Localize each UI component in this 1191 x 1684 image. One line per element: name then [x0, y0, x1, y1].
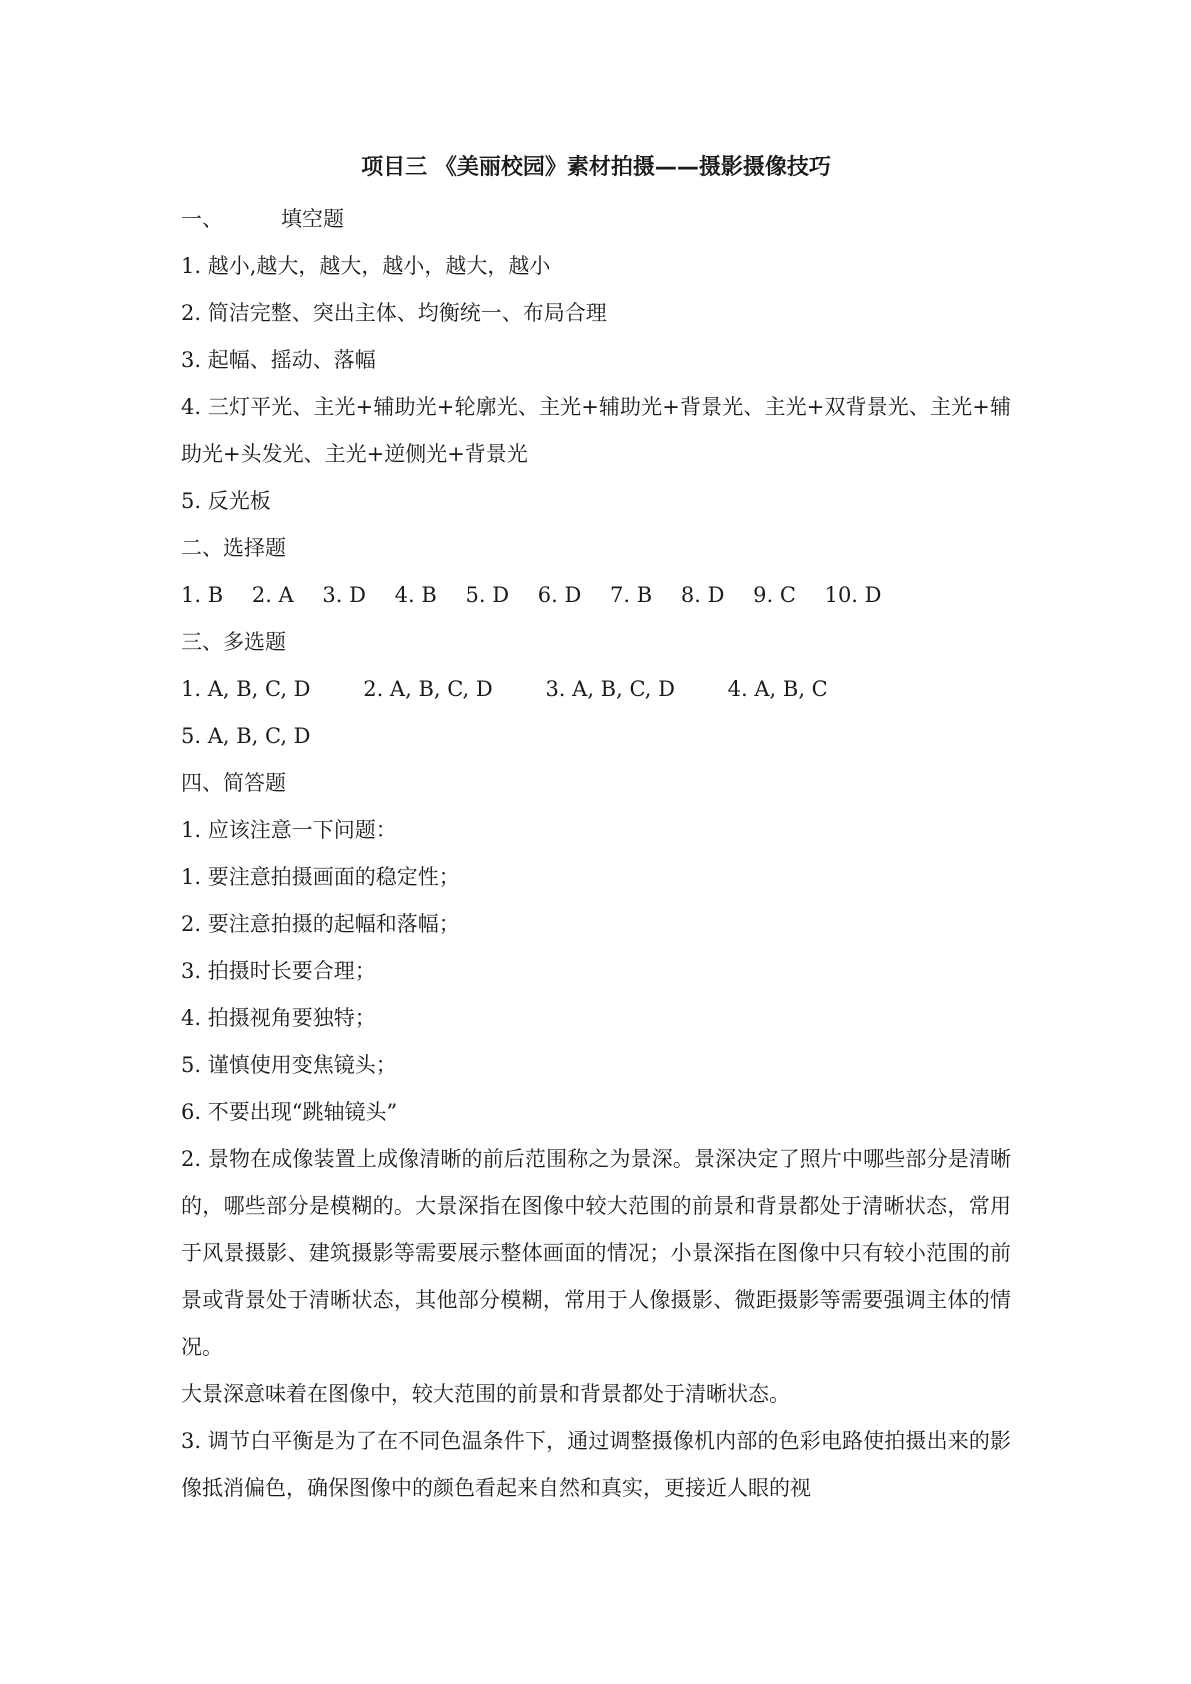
section-number: 一、 [181, 207, 223, 231]
multi-answer-5: 5. A, B, C, D [181, 724, 311, 748]
page-title: 项目三 《美丽校园》素材拍摄——摄影摄像技巧 [361, 155, 831, 180]
multi-answers-row [181, 666, 1011, 713]
choice-answers-row [181, 572, 1011, 619]
choice-answer: 9. C [753, 583, 796, 607]
fill-answer-1: 1. 越小,越大，越大，越小，越大，越小 [181, 254, 551, 278]
multi-answer: 3. A, B, C, D [545, 677, 675, 701]
section-heading-short-answer: 四、简答题 [181, 771, 286, 795]
fill-answer-3: 3. 起幅、摇动、落幅 [181, 348, 376, 372]
choice-answer: 6. D [537, 583, 582, 607]
choice-answer: 4. B [394, 583, 437, 607]
short-answer-2: 2. 景物在成像装置上成像清晰的前后范围称之为景深。景深决定了照片中哪些部分是清晰的，哪些部分是模糊的。大景深指在图像中较大范围的前景和背景都处于清晰状态，常用于风景摄影、建筑摄影等需要展示整体画面的情况；小景深指在图像中只有较小范围的前景或背景处于清晰状态，其他部分模糊，常用于人像摄影、微距摄影等需要强调主体的情况。 [181, 1147, 1011, 1359]
choice-answer: 2. A [251, 583, 294, 607]
multi-answer: 2. A, B, C, D [363, 677, 493, 701]
fill-answer-2: 2. 简洁完整、突出主体、均衡统一、布局合理 [181, 301, 607, 325]
short-answer-2-extra: 大景深意味着在图像中，较大范围的前景和背景都处于清晰状态。 [181, 1382, 790, 1406]
multi-answer: 4. A, B, C [727, 677, 828, 701]
choice-answer: 8. D [680, 583, 725, 607]
short-answer-1-point: 5. 谨慎使用变焦镜头； [181, 1053, 397, 1077]
choice-answer: 3. D [322, 583, 366, 607]
section-heading-choice: 二、选择题 [181, 536, 286, 560]
short-answer-3: 3. 调节白平衡是为了在不同色温条件下，通过调整摄像机内部的色彩电路使拍摄出来的影像抵消偏色，确保图像中的颜色看起来自然和真实，更接近人眼的视 [181, 1429, 1011, 1500]
multi-answer: 1. A, B, C, D [181, 677, 311, 701]
section-heading-fill-blank [181, 196, 1011, 243]
choice-answer: 10. D [824, 583, 882, 607]
short-answer-1-point: 3. 拍摄时长要合理； [181, 959, 376, 983]
short-answer-1-intro: 1. 应该注意一下问题： [181, 818, 397, 842]
choice-answer: 7. B [610, 583, 653, 607]
fill-answer-5: 5. 反光板 [181, 489, 271, 513]
choice-answer: 5. D [465, 583, 510, 607]
choice-answer: 1. B [181, 583, 224, 607]
short-answer-1-point: 2. 要注意拍摄的起幅和落幅； [181, 912, 460, 936]
section-title: 填空题 [281, 207, 344, 231]
short-answer-1-point: 4. 拍摄视角要独特； [181, 1006, 376, 1030]
document-page [181, 150, 1011, 1512]
short-answer-1-point: 6. 不要出现“跳轴镜头” [181, 1100, 398, 1124]
fill-answer-4: 4. 三灯平光、主光+辅助光+轮廓光、主光+辅助光+背景光、主光+双背景光、主光+辅助光+头发光、主光+逆侧光+背景光 [181, 395, 1011, 466]
short-answer-1-point: 1. 要注意拍摄画面的稳定性； [181, 865, 460, 889]
section-heading-multi: 三、多选题 [181, 630, 286, 654]
